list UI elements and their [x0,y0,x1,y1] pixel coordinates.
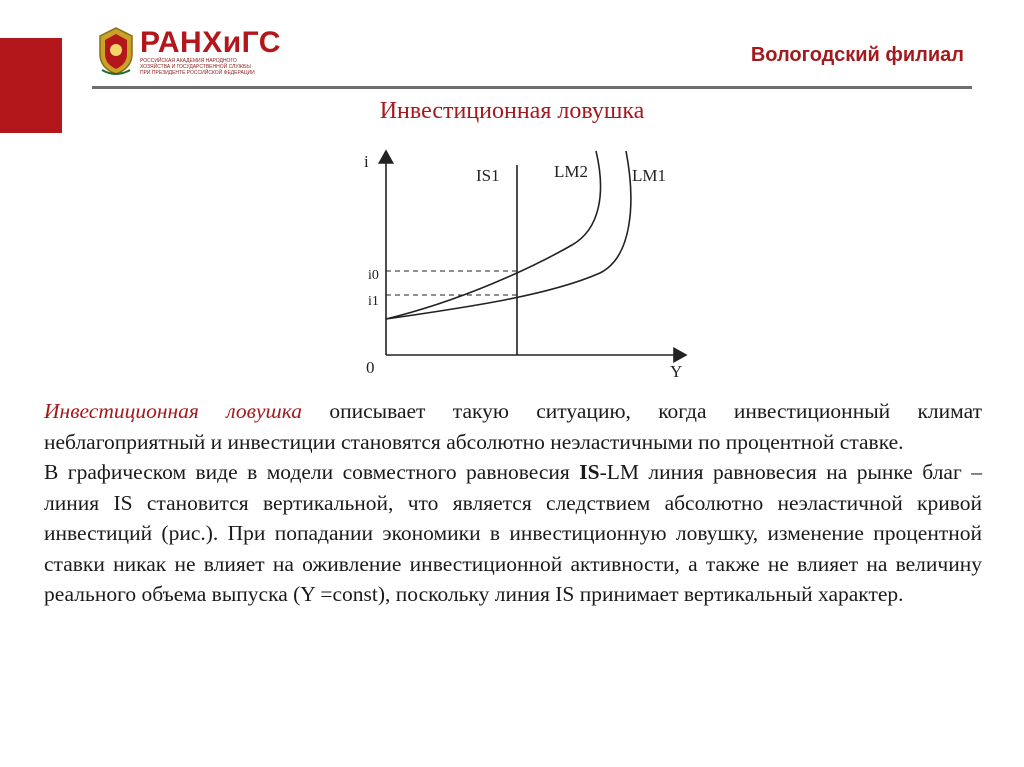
lm1-curve [386,151,631,319]
paragraph-2-text-b: -LM линия равновесия на рынке благ – линия IS становится вертикальной, что является следствием абсолютно неэластичной кривой инвестиций (рис.). При попадании экономики в инвестиционную ловушку, изменение процентной ставки никак не влияет на оживление инвестиционной активности, а также не влияет на величину реального объема выпуска (Y =const), поскольку линия IS принимает вертикальный характер. [44,460,982,606]
paragraph-2 [44,457,982,610]
is-lm-diagram [360,143,700,383]
x-axis-label: Y [670,362,683,381]
paragraph-2-text-a: В графическом виде в модели совместного равновесия [44,460,580,484]
is-label: IS1 [476,166,500,185]
logo-subtext: РОССИЙСКАЯ АКАДЕМИЯ НАРОДНОГО ХОЗЯЙСТВА И ГОСУДАРСТВЕННОЙ СЛУЖБЫ ПРИ ПРЕЗИДЕНТЕ РОССИЙСКОЙ ФЕДЕРАЦИИ [140,58,255,76]
origin-label: 0 [366,358,375,377]
is-bold: IS [579,460,600,484]
logo-text: РАНХиГС [140,26,281,59]
body-text [44,396,982,610]
header-divider [92,86,972,89]
lm1-label: LM1 [632,166,666,185]
term-highlight: Инвестиционная ловушка [44,399,303,423]
paragraph-1-text: описывает такую ситуацию, когда инвестиционный климат неблагоприятный и инвестиции становятся абсолютно неэластичными по процентной ставке. [44,399,982,454]
lm2-label: LM2 [554,162,588,181]
slide-title: Инвестиционная ловушка [379,98,645,124]
branch-name: Вологодский филиал [750,44,964,66]
i0-label: i0 [368,268,379,283]
y-axis-label: i [364,152,369,171]
i1-label: i1 [368,294,379,309]
paragraph-1 [44,396,982,457]
emblem-icon [94,24,138,78]
